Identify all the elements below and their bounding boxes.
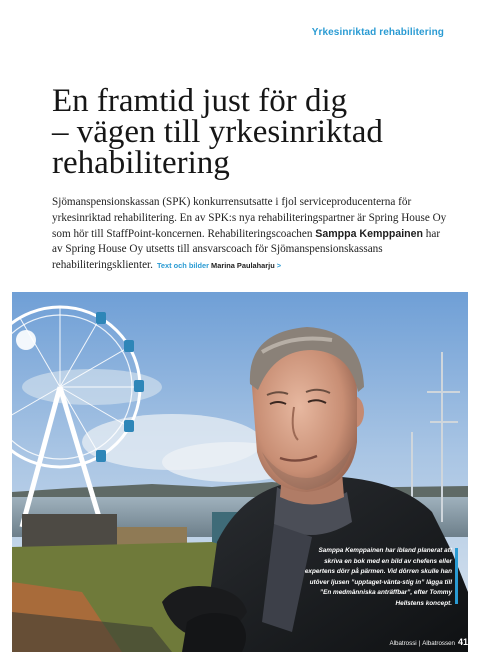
lead-text-before: Sjömanspensionskassan (SPK) konkurrensutsatte i fjol serviceproducenterna för yrkesinriktad rehabilitering. En av SPK:s nya rehabiliteringspartner är Spring House Oy som hör till StaffPoint-koncernen. Rehabiliteringscoachen [52, 196, 447, 240]
headline-line-1: En framtid just för dig [52, 83, 348, 119]
footer-separator: | [418, 640, 421, 647]
magazine-name-sv: Albatrossen [422, 640, 455, 647]
section-tag: Yrkesinriktad rehabilitering [311, 27, 444, 38]
building [22, 514, 117, 549]
byline-label: Text och bilder [156, 261, 209, 271]
photo-caption: Samppa Kemppainen har ibland planerat att skriva en bok med en bild av chefens eller expertens dörr på pärmen. Vid dörren skulle han utöver ljusen ”upptaget-vänta-stig in” lägga till ”En medmänniska anträffbar”, efter Tommy Hellstens koncept. [304, 547, 452, 607]
headline-line-3: rehabilitering [52, 145, 230, 181]
lamp-glow [16, 330, 36, 350]
person-name: Samppa Kemppainen [315, 227, 423, 240]
page-footer [390, 632, 468, 650]
byline-author: Marina Paulaharju [211, 261, 275, 271]
page-number: 41 [457, 637, 468, 647]
lead-text-after: har av Spring House Oy utsetts till ansvarscoach för Sjömanspensionskassans rehabiliteringsklienter. [52, 227, 441, 272]
article-headline [52, 83, 452, 181]
headline-line-2: – vägen till yrkesinriktad [52, 114, 383, 150]
byline-arrow-icon: > [276, 261, 282, 271]
lead-paragraph [52, 195, 447, 274]
magazine-name-fi: Albatrossi [389, 640, 417, 647]
byline [157, 261, 281, 270]
caption-accent-bar [455, 548, 458, 604]
